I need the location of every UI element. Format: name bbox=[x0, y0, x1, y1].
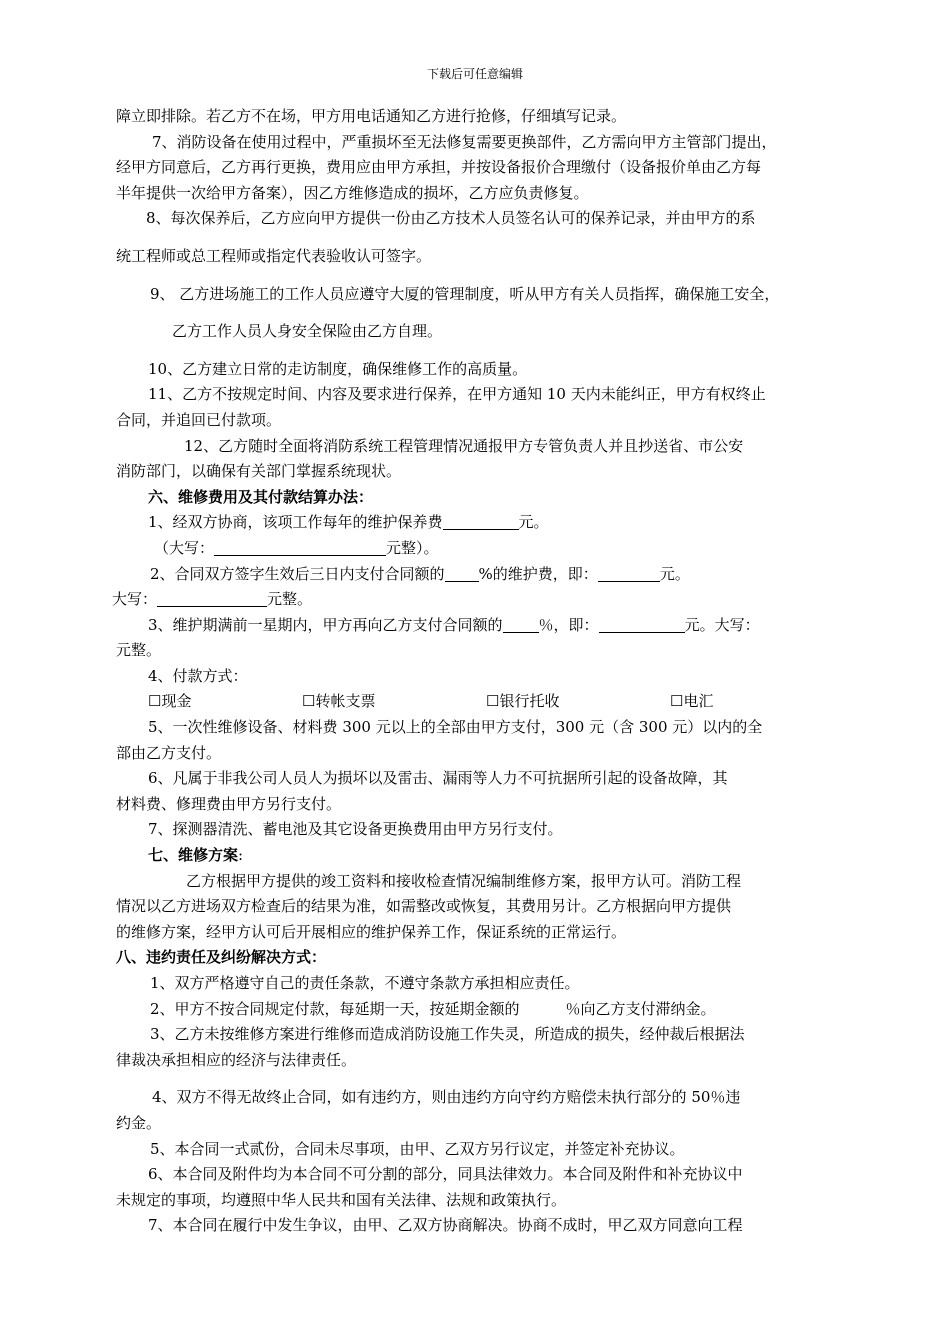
section-8-heading: 八、违约责任及纠纷解决方式： bbox=[116, 948, 327, 967]
payment-cash-checkbox[interactable]: ☐现金 bbox=[148, 692, 192, 711]
text: 元整）。 bbox=[386, 538, 439, 557]
clause-12: 12、乙方随时全面将消防系统工程管理情况通报甲方专管负责人并且抄送省、市公安 bbox=[184, 436, 744, 455]
paragraph-line: 半年提供一次给甲方备案），因乙方维修造成的损坏，乙方应负责修复。 bbox=[116, 183, 589, 202]
liability-clause-6: 6、本合同及附件均为本合同不可分割的部分，同具法律效力。本合同及附件和补充协议中 bbox=[148, 1165, 743, 1184]
payment-options bbox=[116, 689, 841, 715]
liability-clause-4: 4、双方不得无故终止合同，如有违约方，则由违约方向守约方赔偿未执行部分的 50％违 bbox=[152, 1088, 741, 1107]
fee-clause-5: 5、一次性维修设备、材料费 300 元以上的全部由甲方支付，300 元（含 300 元）以内的全 bbox=[148, 718, 763, 737]
payment-method-label: 4、付款方式： bbox=[148, 666, 248, 685]
blank-field[interactable] bbox=[443, 513, 519, 530]
fee-clause-6: 6、凡属于非我公司人员人为损坏以及雷击、漏雨等人力不可抗据所引起的设备故障，其 bbox=[148, 769, 728, 788]
fee-clause-1-capital bbox=[116, 536, 841, 562]
document-body bbox=[112, 104, 841, 1239]
text: 元整。 bbox=[267, 590, 313, 609]
fee-clause-7: 7、探测器清洗、蓄电池及其它设备更换费用由甲方另行支付。 bbox=[148, 820, 563, 839]
blank-field[interactable] bbox=[598, 565, 660, 582]
fee-clause-2-capital bbox=[112, 587, 841, 613]
blank-field[interactable] bbox=[599, 616, 685, 633]
text: : bbox=[238, 846, 244, 865]
paragraph-line: 的维修方案，经甲方认可后开展相应的维护保养工作，保证系统的正常运行。 bbox=[116, 922, 627, 941]
fee-clause-1 bbox=[116, 510, 841, 536]
text: 1、经双方协商，该项工作每年的维护保养费 bbox=[148, 513, 443, 532]
section-6-heading: 六、维修费用及其付款结算办法： bbox=[148, 487, 374, 506]
paragraph-line: 乙方工作人员人身安全保险由乙方自理。 bbox=[172, 322, 443, 341]
paragraph-line: 律裁决承担相应的经济与法律责任。 bbox=[116, 1050, 357, 1069]
payment-transfer-checkbox[interactable]: ☐转帐支票 bbox=[302, 692, 376, 711]
text: 2、合同双方签字生效后三日内支付合同额的 bbox=[150, 564, 445, 583]
text: ％，即： bbox=[538, 615, 599, 634]
liability-clause-5: 5、本合同一式贰份，合同未尽事项，由甲、乙双方另行议定，并签定补充协议。 bbox=[150, 1139, 685, 1158]
text: 大写： bbox=[112, 590, 158, 609]
paragraph-line: 统工程师或总工程师或指定代表验收认可签字。 bbox=[116, 246, 432, 265]
clause-11: 11、乙方不按规定时间、内容及要求进行保养，在甲方通知 10 天内未能纠正，甲方有权终止 bbox=[148, 385, 766, 404]
fee-clause-2 bbox=[116, 562, 841, 588]
paragraph-line: 消防部门，以确保有关部门掌握系统现状。 bbox=[116, 462, 402, 481]
blank-field[interactable] bbox=[157, 590, 267, 607]
liability-clause-1: 1、双方严格遵守自己的责任条款，不遵守条款方承担相应责任。 bbox=[150, 974, 580, 992]
paragraph-line: 元整。 bbox=[116, 641, 162, 660]
clause-7: 7、消防设备在使用过程中，严重损坏至无法修复需要更换部件，乙方需向甲方主管部门提出， bbox=[152, 132, 777, 151]
text: %的维护费，即： bbox=[478, 564, 598, 583]
text: 七、维修方案 bbox=[148, 846, 239, 865]
paragraph-line: 障立即排除。若乙方不在场，甲方用电话通知乙方进行抢修，仔细填写记录。 bbox=[116, 107, 627, 125]
text: （大写： bbox=[154, 538, 215, 557]
payment-collection-checkbox[interactable]: ☐银行托收 bbox=[486, 692, 560, 711]
text: 3、维护期满前一星期内，甲方再向乙方支付合同额的 bbox=[148, 615, 503, 634]
clause-9: 9、 乙方进场施工的工作人员应遵守大厦的管理制度，听从甲方有关人员指挥，确保施工安全， bbox=[150, 284, 780, 303]
liability-clause-3: 3、乙方未按维修方案进行维修而造成消防设施工作失灵，所造成的损失，经仲裁后根据法 bbox=[150, 1025, 745, 1044]
text: 元。大写： bbox=[684, 615, 760, 634]
plan-paragraph: 乙方根据甲方提供的竣工资料和接收检查情况编制维修方案，报甲方认可。消防工程 bbox=[186, 871, 742, 890]
page-header: 下载后可任意编辑 bbox=[426, 67, 523, 81]
text: 元。 bbox=[659, 564, 690, 583]
fee-clause-3 bbox=[116, 613, 841, 639]
text: 2、甲方不按合同规定付款，每延期一天，按延期金额的 bbox=[150, 999, 520, 1018]
paragraph-line: 情况以乙方进场双方检查后的结果为准，如需整改或恢复，其费用另计。乙方根据向甲方提供 bbox=[116, 897, 732, 916]
clause-10: 10、乙方建立日常的走访制度，确保维修工作的高质量。 bbox=[148, 359, 528, 378]
section-7-heading bbox=[116, 843, 841, 869]
liability-clause-7: 7、本合同在履行中发生争议，由甲、乙双方协商解决。协商不成时，甲乙双方同意向工程 bbox=[148, 1216, 743, 1235]
paragraph-line: 部由乙方支付。 bbox=[116, 743, 222, 762]
paragraph-line: 约金。 bbox=[116, 1113, 162, 1132]
text: ％向乙方支付滞纳金。 bbox=[565, 999, 716, 1018]
liability-clause-2 bbox=[116, 997, 841, 1023]
paragraph-line: 经甲方同意后，乙方再行更换，费用应由甲方承担，并按设备报价合理缴付（设备报价单由乙方每 bbox=[116, 158, 762, 177]
paragraph-line: 材料费、修理费由甲方另行支付。 bbox=[116, 794, 342, 813]
paragraph-line: 合同，并追回已付款项。 bbox=[116, 410, 282, 429]
text: 元。 bbox=[518, 513, 549, 532]
blank-field[interactable] bbox=[445, 565, 479, 582]
paragraph-line: 未规定的事项，均遵照中华人民共和国有关法律、法规和政策执行。 bbox=[116, 1190, 567, 1209]
blank-field[interactable] bbox=[503, 616, 539, 633]
clause-8: 8、每次保养后，乙方应向甲方提供一份由乙方技术人员签名认可的保养记录，并由甲方的系 bbox=[146, 209, 756, 228]
payment-wire-checkbox[interactable]: ☐电汇 bbox=[670, 692, 714, 711]
blank-field[interactable] bbox=[214, 539, 386, 556]
